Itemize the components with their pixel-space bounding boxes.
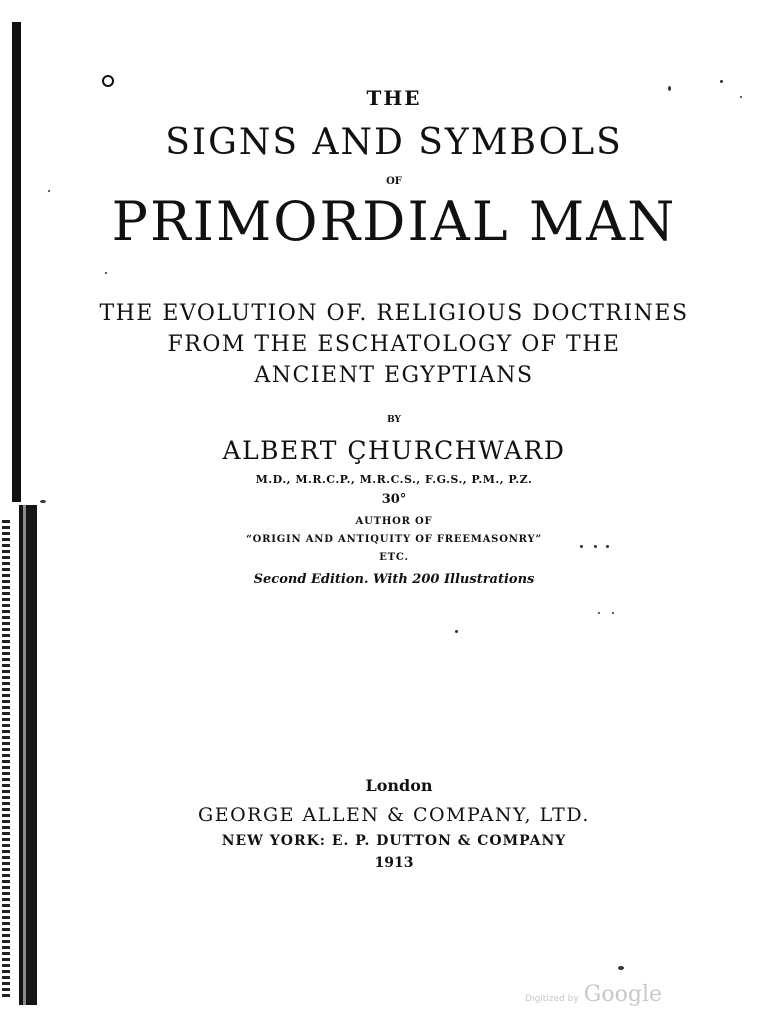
print-speck [48, 190, 50, 192]
watermark-brand: Google [583, 982, 662, 1007]
print-speck [105, 272, 107, 274]
print-speck [668, 86, 671, 91]
author-of-label: AUTHOR OF [355, 516, 433, 527]
subtitle-line: THE EVOLUTION OF. RELIGIOUS DOCTRINES [99, 301, 689, 326]
author-degree: 30° [381, 492, 407, 507]
edition-note: Second Edition. With 200 Illustrations [253, 572, 535, 587]
title-the: THE [366, 86, 422, 110]
publisher-name: GEORGE ALLEN & COMPANY, LTD. [198, 804, 590, 826]
print-speck [580, 545, 583, 548]
print-speck [455, 630, 458, 633]
publisher-new-york: NEW YORK: E. P. DUTTON & COMPANY [221, 833, 567, 849]
subtitle-line: FROM THE ESCHATOLOGY OF THE [167, 332, 621, 357]
print-speck [606, 545, 609, 548]
print-speck [740, 96, 742, 98]
imprint-city: London [365, 776, 433, 795]
title-of: OF [386, 176, 402, 187]
binding-edge-stitch [2, 520, 10, 1000]
watermark-prefix: Digitized by [525, 994, 579, 1004]
by-label: BY [387, 415, 401, 425]
author-credentials: M.D., M.R.C.P., M.R.C.S., F.G.S., P.M., P.Z. [255, 473, 533, 486]
print-speck [612, 612, 614, 614]
subtitle-line: ANCIENT EGYPTIANS [254, 363, 534, 388]
etc-label: ETC. [379, 552, 409, 563]
author-name: ALBERT ÇHURCHWARD [222, 436, 566, 465]
digitized-watermark [525, 982, 662, 1007]
title-primordial-man: PRIMORDIAL MAN [111, 190, 677, 253]
title-signs-and-symbols: SIGNS AND SYMBOLS [165, 122, 623, 163]
other-work-title: “ORIGIN AND ANTIQUITY OF FREEMASONRY” [246, 534, 542, 545]
publication-year: 1913 [374, 855, 414, 871]
print-speck [618, 966, 624, 970]
print-speck [598, 612, 600, 614]
print-speck [40, 500, 46, 503]
print-speck [720, 80, 723, 83]
print-speck [594, 545, 597, 548]
